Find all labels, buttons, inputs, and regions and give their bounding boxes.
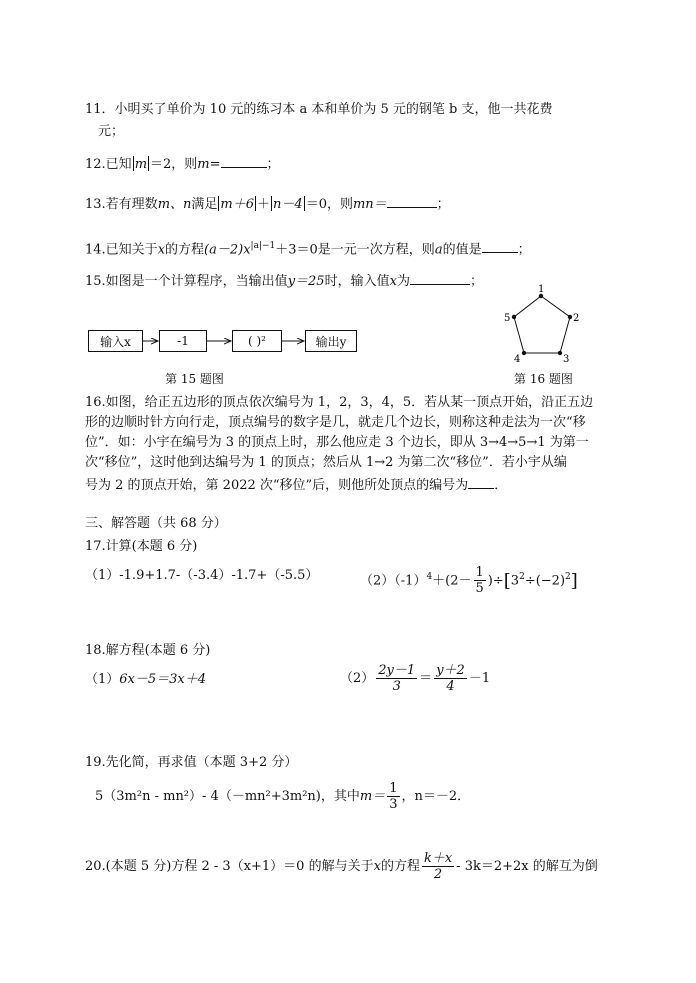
q14-eq-tail: ＋3＝0: [275, 242, 318, 258]
q13-var: mn＝: [352, 197, 387, 212]
section3-title: 三、解答题（共 68 分）: [85, 516, 227, 531]
q14-tail: 是一元一次方程，则: [317, 242, 435, 258]
q18-part2: [340, 660, 490, 698]
q15-x: x: [389, 274, 397, 289]
q17-frac-den: 5: [475, 581, 484, 597]
q15-prefix: 15.如图是一个计算程序，当输出值: [85, 274, 288, 289]
vertex-3-dot: [558, 351, 562, 355]
q20-mid: 的方程: [380, 859, 420, 874]
q19-fraction: [387, 781, 399, 812]
q19-m: m＝: [359, 789, 386, 804]
q12-prefix: 12.已知: [85, 157, 132, 172]
pentagon-figure: [500, 283, 590, 365]
q18-frac2: [434, 663, 467, 694]
q13-expr2: n－4: [273, 197, 303, 212]
q18-p2-tail: －1: [468, 671, 491, 686]
q16-line5: [85, 476, 507, 494]
vertex-5-label: 5: [504, 313, 511, 324]
q17-part1: （1）-1.9+1.7-（-3.4）-1.7+（-5.5）: [85, 568, 319, 583]
q16-caption: 第 16 题图: [514, 372, 573, 386]
q13-mid: 满足: [191, 197, 218, 212]
q13-mn: m、n: [157, 197, 192, 212]
q17-p2-d: 3: [510, 573, 520, 589]
q15-y: y＝25: [287, 274, 325, 289]
q12-eq: ＝2，则: [150, 157, 198, 172]
q20-frac-den: 2: [433, 867, 443, 882]
q19-frac-den: 3: [389, 797, 398, 812]
q11-line1: 11．小明买了单价为 10 元的练习本 a 本和单价为 5 元的钢笔 b 支，他一共花费: [85, 102, 553, 117]
q13-end: ；: [436, 197, 450, 212]
q19-expr: [95, 778, 470, 816]
q15-end: ；: [469, 274, 483, 289]
q16-line4: 次“移位”，这时他到达编号为 1 的顶点；然后从 1→2 为第二次“移位”．若小宇从编: [85, 455, 567, 470]
q19-frac-num: 1: [389, 781, 398, 796]
q17-frac-num: 1: [475, 565, 484, 581]
q15-caption: 第 15 题图: [165, 372, 224, 386]
q20-x: x: [373, 859, 381, 874]
q13-plus: ＋: [257, 197, 271, 212]
q18-frac2-num: y＋2: [436, 663, 465, 678]
flow-output-box: 输出y: [305, 330, 357, 352]
q20-frac-num: k＋x: [423, 851, 453, 866]
q17-p2-c: )÷: [487, 573, 504, 589]
vertex-4-dot: [522, 351, 526, 355]
q14-prefix: 14.已知关于: [85, 242, 158, 258]
q14-a: a: [434, 242, 443, 258]
q15-mid: 时，输入值: [324, 274, 390, 289]
q18-frac1-num: 2y－1: [378, 663, 416, 678]
q20-tail: - 3k＝2+2x 的解互为倒: [456, 859, 598, 874]
q15-tail: 为: [396, 274, 410, 289]
q19-title: 19.先化简，再求值（本题 3+2 分）: [85, 755, 298, 770]
q16-line5-text: 号为 2 的顶点开始，第 2022 次“移位”后，则他所处顶点的编号为: [85, 478, 469, 493]
flow-input-box: 输入x: [88, 330, 143, 352]
q18-frac2-den: 4: [446, 679, 455, 694]
q14-tail2: 的值是: [442, 242, 482, 258]
q12-end: ；: [266, 157, 280, 172]
q16-end: ．: [494, 478, 508, 493]
pentagon: [514, 296, 570, 353]
q14-eq-main: (a－2)x: [204, 242, 251, 258]
q12-m: m: [134, 157, 148, 172]
q18-frac1: [376, 663, 417, 694]
q13-eq: ＝0，则: [305, 197, 353, 212]
q16-line1: 16.如图，给正五边形的顶点依次编号为 1，2，3，4，5．若从某一顶点开始，沿正五边: [85, 395, 594, 410]
q17-p2-a: （2）（-1）: [360, 573, 427, 589]
q17-p2-exp3: 2: [565, 572, 571, 582]
q19-expr-text: 5（3m²n - mn²）- 4（－mn²+3m²n)，其中: [95, 789, 360, 804]
vertex-2-label: 2: [573, 313, 580, 324]
q13-prefix: 13.若有理数: [85, 197, 158, 212]
q17-p2-e: ÷(−2): [524, 573, 566, 589]
q20-fraction: [422, 851, 454, 882]
q16-blank[interactable]: [468, 476, 494, 489]
q16-line3: 位”．如：小宇在编号为 3 的顶点上时，那么他应走 3 个边长，即从 3→4→5→1 为第一: [85, 435, 589, 450]
q18-p2-eq: ＝: [419, 671, 433, 686]
vertex-5-dot: [512, 315, 516, 319]
vertex-1-label: 1: [538, 284, 545, 295]
q17-p2-b: ＋(2－: [432, 573, 472, 589]
q11-end: 元；: [98, 124, 125, 139]
q14-x: x: [157, 242, 166, 258]
vertex-2-dot: [568, 315, 572, 319]
q18-p2-label: （2）: [340, 671, 375, 686]
q17-title: 17.计算(本题 6 分): [85, 539, 198, 554]
q17-fraction: [474, 565, 486, 596]
q12-var: m=: [197, 157, 221, 172]
q19-n: ，n＝－2．: [401, 789, 471, 804]
q18-frac1-den: 3: [392, 679, 401, 694]
q14-end: ；: [517, 242, 531, 258]
q18-p1-label: （1）: [85, 672, 120, 687]
q13-expr1: m＋6: [220, 197, 255, 212]
q20-prefix: 20.(本题 5 分)方程 2 - 3（x+1）＝0 的解与关于: [85, 859, 374, 874]
q14-mid: 的方程: [165, 242, 205, 258]
q18-p1-eq: 6x－5＝3x＋4: [119, 672, 207, 687]
q14-exp: |a|−1: [250, 241, 276, 251]
q16-line2: 形的边顺时针方向行走，顶点编号的数字是几，就走几个边长，则称这种走法为一次“移: [85, 415, 586, 430]
q17-part2: $(2)(-1)^4+(2-$ $\frac{1}{5}$ )$\div[3^2\div(-2)^2]$: [360, 565, 578, 597]
flow-minus-box: -1: [159, 330, 207, 352]
vertex-3-label: 3: [563, 354, 570, 365]
q20: [85, 848, 598, 886]
q17-p2-exp2: 2: [519, 572, 525, 582]
q18-title: 18.解方程(本题 6 分): [85, 643, 211, 658]
flow-square-box: ( )²: [232, 330, 282, 352]
vertex-4-label: 4: [514, 354, 521, 365]
q17-p2-exp: 4: [426, 572, 433, 582]
q18-part1: [85, 672, 206, 688]
